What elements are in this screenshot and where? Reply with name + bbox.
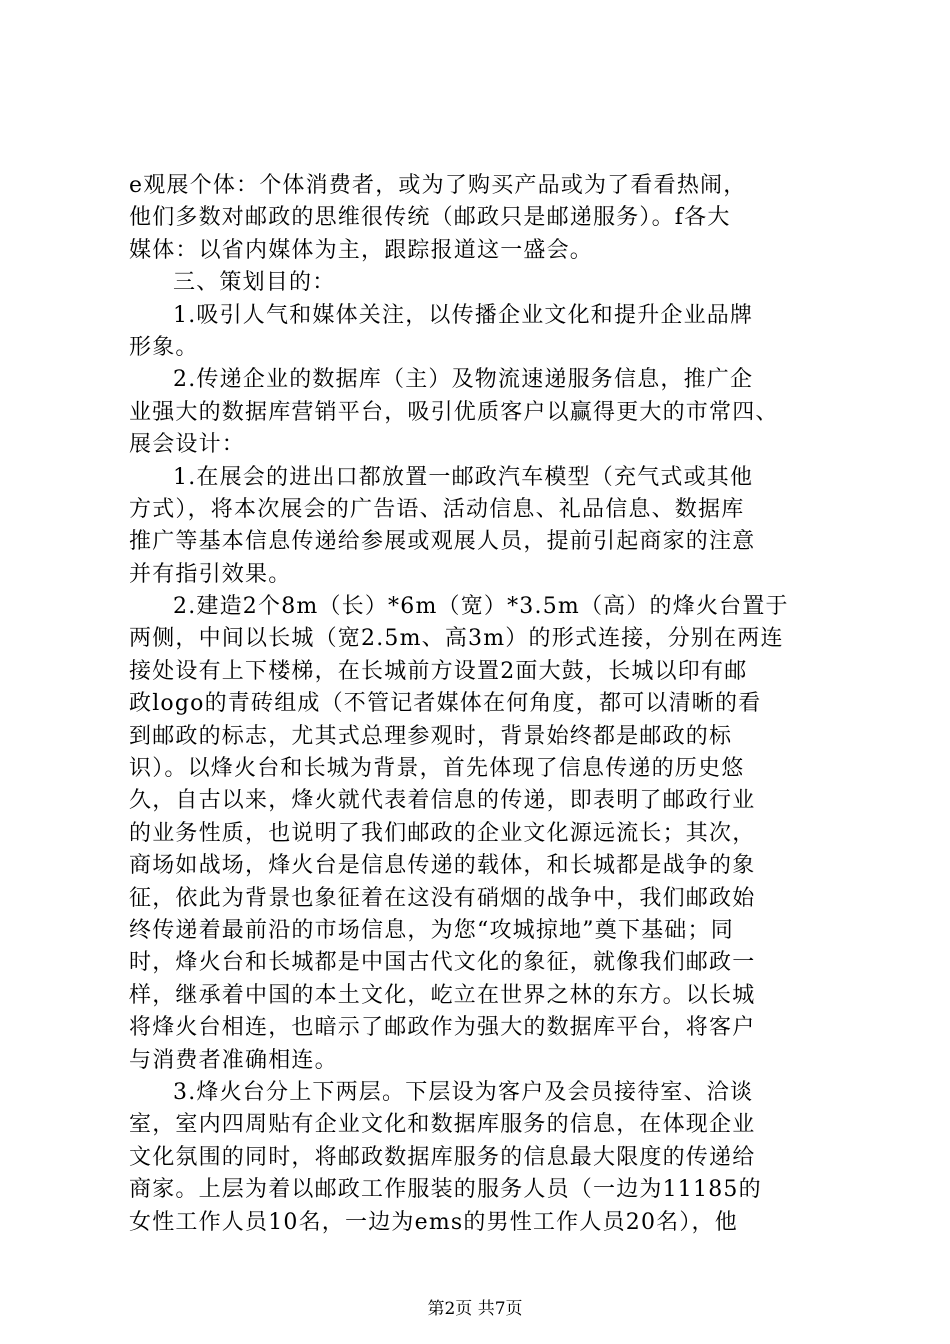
- text-line: 商家。上层为着以邮政工作服装的服务人员（一边为11185的: [129, 1177, 762, 1203]
- text-line: 媒体：以省内媒体为主，跟踪报道这一盛会。: [129, 237, 594, 263]
- text-line: 接处设有上下楼梯，在长城前方设置2面大鼓，长城以印有邮: [129, 658, 748, 684]
- text-line: 到邮政的标志，尤其式总理参观时，背景始终都是邮政的标: [129, 723, 733, 749]
- text-line: 识）。以烽火台和长城为背景，首先体现了信息传递的历史悠: [129, 756, 745, 782]
- text-line: 与消费者准确相连。: [129, 1047, 338, 1073]
- text-line: 样，继承着中国的本土文化，屹立在世界之林的东方。以长城: [129, 982, 756, 1008]
- text-line: 两侧，中间以长城（宽2.5m、高3m）的形式连接，分别在两连: [129, 626, 784, 652]
- text-line: 他们多数对邮政的思维很传统（邮政只是邮递服务）。f各大: [129, 205, 731, 231]
- text-line: 1.吸引人气和媒体关注，以传播企业文化和提升企业品牌: [173, 302, 754, 328]
- text-line: 3.烽火台分上下两层。下层设为客户及会员接待室、洽谈: [173, 1079, 754, 1105]
- text-line: 2.建造2个8m（长）*6m（宽）*3.5m（高）的烽火台置于: [173, 594, 789, 620]
- text-line: 时，烽火台和长城都是中国古代文化的象征，就像我们邮政一: [129, 950, 756, 976]
- text-line: 方式），将本次展会的广告语、活动信息、礼品信息、数据库: [129, 496, 745, 522]
- body-text: [129, 170, 834, 1239]
- text-line: 商场如战场，烽火台是信息传递的载体，和长城都是战争的象: [129, 853, 756, 879]
- text-line: 文化氛围的同时，将邮政数据库服务的信息最大限度的传递给: [129, 1144, 756, 1170]
- text-line: 业强大的数据库营销平台，吸引优质客户以赢得更大的市常四、: [129, 399, 779, 425]
- text-line: 形象。: [129, 334, 199, 360]
- text-line: 征，依此为背景也象征着在这没有硝烟的战争中，我们邮政始: [129, 885, 756, 911]
- text-line: 并有指引效果。: [129, 561, 292, 587]
- text-line: 终传递着最前沿的市场信息，为您“攻城掠地”奠下基础；同: [129, 917, 734, 943]
- text-line: 久，自古以来，烽火就代表着信息的传递，即表明了邮政行业: [129, 788, 756, 814]
- text-line: e观展个体：个体消费者，或为了购买产品或为了看看热闹，: [129, 173, 747, 198]
- text-line: 2.传递企业的数据库（主）及物流速递服务信息，推广企: [173, 367, 754, 393]
- text-line: 的业务性质，也说明了我们邮政的企业文化源远流长；其次，: [129, 820, 756, 846]
- text-line: 1.在展会的进出口都放置一邮政汽车模型（充气式或其他: [173, 464, 754, 490]
- text-line: 将烽火台相连，也暗示了邮政作为强大的数据库平台，将客户: [129, 1015, 756, 1041]
- text-line: 室，室内四周贴有企业文化和数据库服务的信息，在体现企业: [129, 1112, 756, 1138]
- text-line: 展会设计：: [129, 432, 246, 458]
- page-number-footer: 第2页 共7页: [427, 1299, 523, 1319]
- section-heading: 三、策划目的：: [173, 270, 336, 296]
- text-line: 女性工作人员10名，一边为ems的男性工作人员20名），他: [129, 1209, 738, 1235]
- text-line: 政logo的青砖组成（不管记者媒体在何角度，都可以清晰的看: [129, 691, 762, 717]
- text-line: 推广等基本信息传递给参展或观展人员，提前引起商家的注意: [129, 529, 756, 555]
